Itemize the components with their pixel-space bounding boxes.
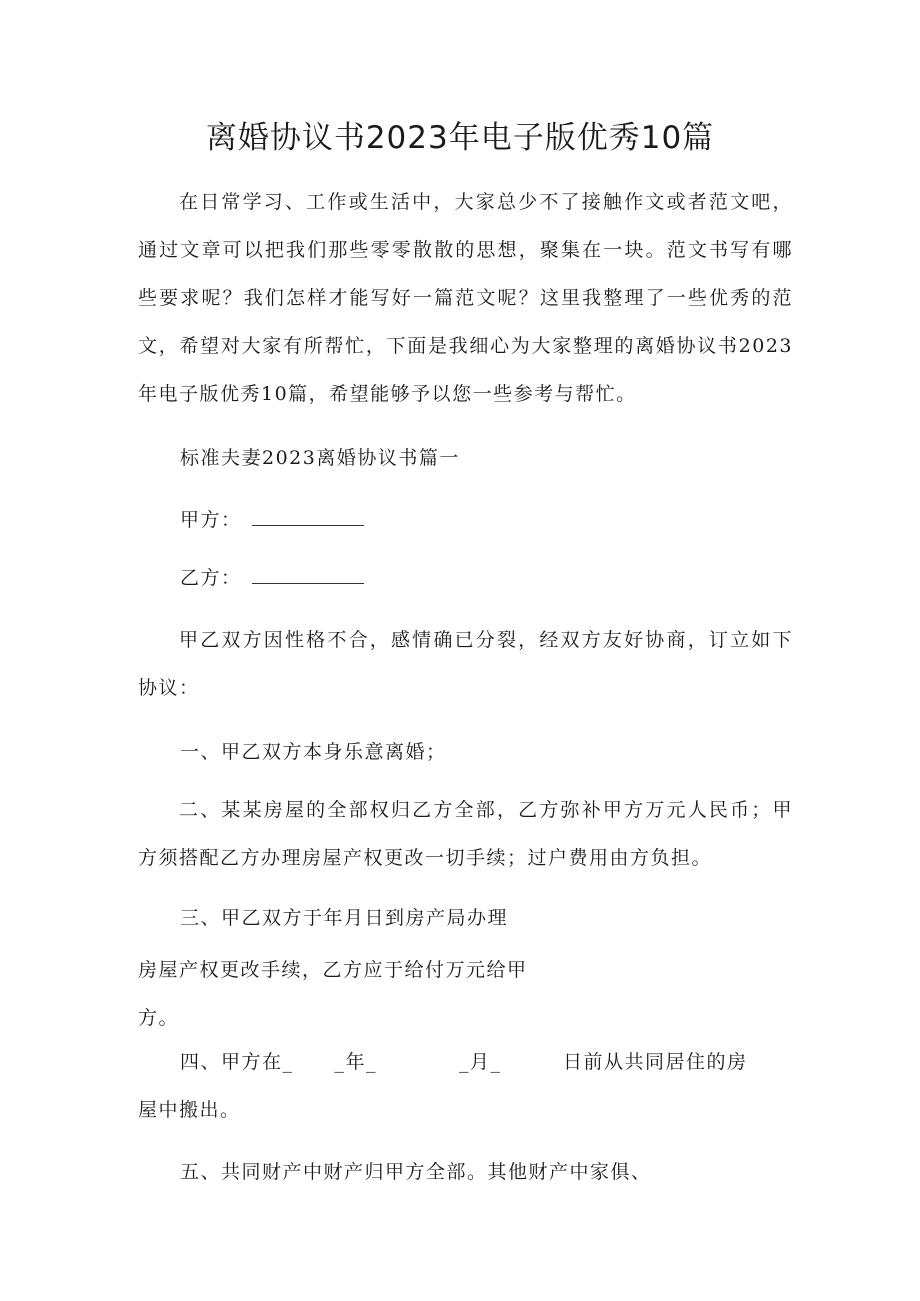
intro-paragraph: 在日常学习、工作或生活中，大家总少不了接触作文或者范文吧，通过文章可以把我们那些零零散散的思想，聚集在一块。范文书写有哪些要求呢？我们怎样才能写好一篇范文呢？这里我整理了一些优秀的范文，希望对大家有所帮忙，下面是我细心为大家整理的离婚协议书2023年电子版优秀10篇，希望能够予以您一些参考与帮忙。: [138, 191, 793, 405]
party-b-line: [180, 558, 364, 598]
section-heading: 标准夫妻2023离婚协议书篇一: [180, 447, 460, 469]
party-a-blank: [252, 505, 364, 526]
party-b-blank: [252, 563, 364, 584]
document-title: 离婚协议书2023年电子版优秀10篇: [205, 120, 715, 156]
clause-4-line-2: 屋中搬出。: [138, 1099, 241, 1121]
agreement-intro: 甲乙双方因性格不合，感情确已分裂，经双方友好协商，订立如下协议：: [138, 629, 793, 699]
clause-4-line-1: 四、甲方在_ _年_ _月_ 日前从共同居住的房: [180, 1051, 748, 1073]
clause-3-line-3: 方。: [138, 1007, 180, 1029]
clause-1: 一、甲乙双方本身乐意离婚；: [180, 741, 447, 763]
party-a-line: [180, 500, 364, 540]
clause-3-line-1: 三、甲乙双方于年月日到房产局办理: [180, 907, 509, 929]
party-b-label: 乙方：: [180, 567, 242, 589]
clause-3-line-2: 房屋产权更改手续，乙方应于给付万元给甲: [138, 959, 528, 981]
clause-5: 五、共同财产中财产归甲方全部。其他财产中家俱、: [180, 1161, 652, 1183]
party-a-label: 甲方：: [180, 509, 242, 531]
clause-2: 二、某某房屋的全部权归乙方全部，乙方弥补甲方万元人民币；甲方须搭配乙方办理房屋产权更改一切手续；过户费用由方负担。: [138, 799, 793, 869]
